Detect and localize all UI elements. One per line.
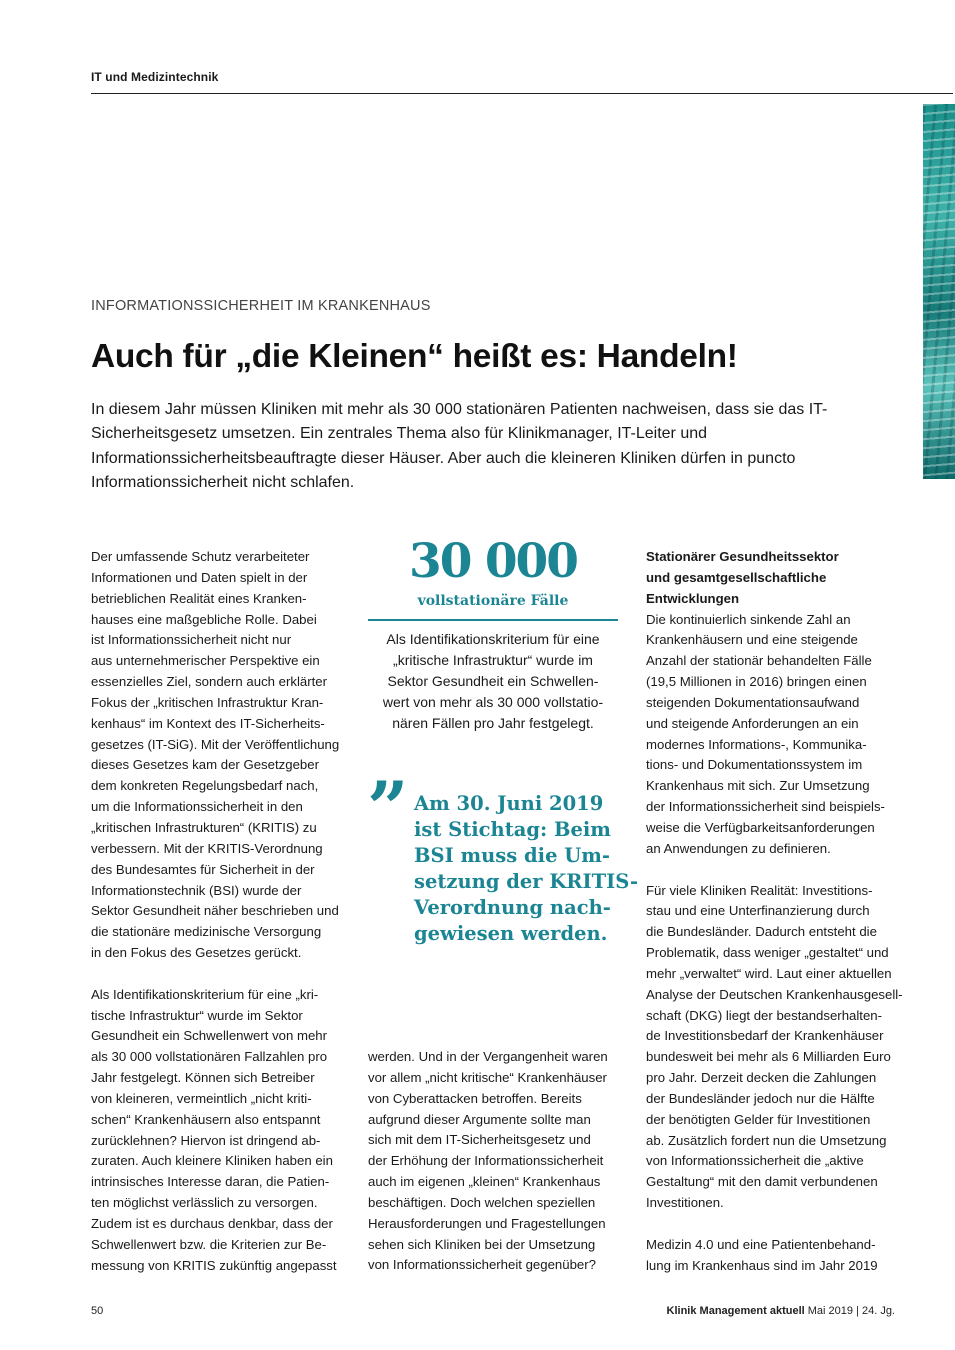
text-line: aufgrund dieser Argumente sollte man	[368, 1111, 591, 1127]
article-lead: In diesem Jahr müssen Kliniken mit mehr als 30 000 stationären Patienten nachweisen, dass sie das IT-Sicherheitsgesetz umsetzen. Ein zentrales Thema also für Klinikmanager, IT-Leiter und Informationssicherheitsbeauftragte dieser Häuser. Aber auch die kleineren Kliniken dürfen in puncto Informationssicherheit nicht schlafen.	[91, 401, 828, 491]
text-line: aus unternehmerischer Perspektive ein	[91, 653, 320, 669]
text-line: schen“ Krankenhäusern also entspannt	[91, 1111, 321, 1127]
text-line: Zudem ist es durchaus denkbar, dass der	[91, 1216, 333, 1231]
stat-divider	[368, 619, 618, 621]
quote-line: Verordnung nach-	[414, 896, 611, 919]
text-line: Gestaltung“ mit den damit verbundenen	[646, 1174, 878, 1190]
text-line: Schwellenwert bzw. die Kriterien zur Be-	[91, 1236, 327, 1252]
text-line: tische Infrastruktur“ wurde im Sektor	[91, 1007, 303, 1023]
text-line: stau und eine Unterfinanzierung durch	[646, 903, 870, 919]
subheading-line: und gesamtgesellschaftliche	[646, 569, 827, 585]
text-line: messung von KRITIS zukünftig angepasst	[91, 1257, 337, 1273]
stat-label: vollstationäre Fälle	[417, 593, 569, 609]
stat-desc-line: Als Identifikationskriterium für eine	[386, 631, 600, 647]
text-line: Informationstechnik (BSI) wurde der	[91, 882, 302, 898]
text-line: von kleineren, vermeintlich „nicht kriti-	[91, 1090, 312, 1106]
subheading-line: Entwicklungen	[646, 590, 740, 606]
quote-line: setzung der KRITIS-	[414, 870, 639, 893]
text-line: gesetzes (IT-SiG). Mit der Veröffentlichung	[91, 736, 340, 752]
text-line: von Informationssicherheit die „aktive	[646, 1153, 864, 1169]
text-line: an Anwendungen zu definieren.	[646, 840, 831, 856]
text-line: um die Informationssicherheit in den	[91, 799, 303, 815]
stat-desc-line: nären Fällen pro Jahr festgelegt.	[392, 715, 594, 731]
text-line: die stationäre medizinische Versorgung	[91, 924, 322, 940]
stat-desc-line: Sektor Gesundheit ein Schwellen-	[387, 673, 599, 689]
text-line: schaft (DKG) liegt der bestandserhalten-	[646, 1007, 883, 1023]
text-line: Die kontinuierlich sinkende Zahl an	[646, 611, 851, 627]
text-line: Investitionen.	[646, 1195, 724, 1211]
text-line: Sektor Gesundheit näher beschrieben und	[91, 903, 339, 919]
text-line: sehen sich Kliniken bei der Umsetzung	[368, 1236, 596, 1252]
text-line: der Informationssicherheit sind beispiels-	[646, 799, 885, 815]
text-line: de Investitionsbedarf der Krankenhäuser	[646, 1028, 884, 1044]
stat-desc-line: wert von mehr als 30 000 vollstatio-	[382, 694, 604, 710]
text-line: (19,5 Millionen in 2016) bringen einen	[646, 674, 867, 690]
stat-description	[368, 629, 618, 734]
text-line: werden. Und in der Vergangenheit waren	[368, 1049, 608, 1064]
column3-paragraph-1	[646, 610, 898, 860]
subheading-line: Stationärer Gesundheitssektor	[646, 549, 839, 564]
text-line: Herausforderungen und Fragestellungen	[368, 1215, 606, 1231]
column1-paragraph-2	[91, 985, 343, 1277]
section-header: IT und Medizintechnik	[91, 70, 219, 84]
text-line: der Bundesländer jedoch nur die Hälfte	[646, 1090, 875, 1106]
article-kicker: INFORMATIONSSICHERHEIT IM KRANKENHAUS	[91, 298, 431, 314]
text-line: Gesundheit ein Schwellenwert von mehr	[91, 1028, 328, 1044]
column3-subheading	[646, 547, 898, 610]
text-column-2	[368, 1047, 620, 1276]
text-line: mehr „verwaltet“ wird. Laut einer aktuellen	[646, 965, 892, 981]
text-line: Der umfassende Schutz verarbeiteter	[91, 549, 310, 564]
text-line: in den Fokus des Gesetzes gerückt.	[91, 945, 302, 961]
text-line: der Erhöhung der Informationssicherheit	[368, 1153, 604, 1169]
text-line: lung im Krankenhaus sind im Jahr 2019	[646, 1257, 878, 1273]
text-line: betrieblichen Realität eines Kranken-	[91, 590, 307, 606]
text-line: weise die Verfügbarkeitsanforderungen	[646, 819, 875, 835]
text-line: beschäftigen. Doch welchen speziellen	[368, 1194, 596, 1210]
text-line: der benötigten Gelder für Investitionen	[646, 1111, 871, 1127]
text-line: kenhaus“ im Kontext des IT-Sicherheits-	[91, 715, 325, 731]
text-line: Krankenhaus mit sich. Zur Umsetzung	[646, 778, 870, 794]
text-line: intrinsisches Interesse daran, die Patien-	[91, 1174, 330, 1190]
text-line: Medizin 4.0 und eine Patientenbehand-	[646, 1236, 876, 1252]
quote-line: ist Stichtag: Beim	[414, 818, 611, 841]
pull-quote	[414, 791, 639, 947]
text-line: ab. Zusätzlich fordert nun die Umsetzung	[646, 1132, 887, 1148]
text-line: Analyse der Deutschen Krankenhausgesell-	[646, 986, 903, 1002]
text-line: essenzielles Ziel, sondern auch erklärter	[91, 674, 328, 690]
text-line: Anzahl der stationär behandelten Fälle	[646, 653, 872, 669]
text-line: steigenden Dokumentationsaufwand	[646, 694, 860, 710]
column3-paragraph-2	[646, 881, 903, 1215]
page-number: 50	[91, 1305, 104, 1317]
text-line: und steigende Anforderungen an ein	[646, 715, 859, 731]
text-line: hauses eine maßgebliche Rolle. Dabei	[91, 611, 317, 627]
side-photo-strip	[923, 104, 955, 479]
text-line: dieses Gesetzes kam der Gesetzgeber	[91, 757, 319, 773]
magazine-name: Klinik Management aktuell	[666, 1305, 805, 1317]
quote-line: BSI muss die Um-	[414, 844, 610, 867]
text-line: „kritischen Infrastrukturen“ (KRITIS) zu	[91, 819, 317, 835]
text-line: modernes Informations-, Kommunika-	[646, 736, 867, 752]
text-line: die Bundesländer. Dadurch entsteht die	[646, 924, 877, 940]
text-column-1	[91, 547, 343, 1277]
text-line: von Cyberattacken betroffen. Bereits	[368, 1090, 582, 1106]
text-line: zurücklehnen? Hiervon ist dringend ab-	[91, 1132, 321, 1148]
text-line: auch im eigenen „kleinen“ Krankenhaus	[368, 1174, 601, 1190]
text-line: Problematik, dass weniger „gestaltet“ und	[646, 945, 889, 961]
text-line: Fokus der „kritischen Infrastruktur Kran-	[91, 694, 324, 710]
quote-line: Am 30. Juni 2019	[414, 792, 604, 815]
text-line: vor allem „nicht kritische“ Krankenhäuser	[368, 1069, 607, 1085]
footer-info	[667, 1305, 895, 1317]
text-line: Informationen und Daten spielt in der	[91, 569, 308, 585]
text-line: dem konkreten Regelungsbedarf nach,	[91, 778, 319, 794]
text-line: Für viele Kliniken Realität: Investitions-	[646, 882, 873, 898]
header-rule	[91, 93, 953, 94]
text-line: ist Informationssicherheit nicht nur	[91, 632, 292, 648]
text-line: verbessern. Mit der KRITIS-Verordnung	[91, 840, 323, 856]
text-column-3	[646, 547, 903, 1277]
text-line: als 30 000 vollstationären Fallzahlen pro	[91, 1049, 328, 1065]
text-line: tions- und Dokumentationssystem im	[646, 757, 863, 773]
text-line: Als Identifikationskriterium für eine „kri-	[91, 986, 319, 1002]
issue-info: Mai 2019 | 24. Jg.	[807, 1305, 895, 1317]
text-line: sich mit dem IT-Sicherheitsgesetz und	[368, 1132, 591, 1148]
quote-line: gewiesen werden.	[414, 922, 608, 945]
column3-paragraph-3	[646, 1235, 898, 1277]
text-line: Krankenhäusern und eine steigende	[646, 632, 858, 648]
text-line: des Bundesamtes für Sicherheit in der	[91, 861, 315, 877]
stat-desc-line: „kritische Infrastruktur“ wurde im	[393, 652, 593, 668]
text-line: Jahr festgelegt. Können sich Betreiber	[91, 1070, 315, 1086]
text-line: ten möglichst verlässlich zu versorgen.	[91, 1195, 318, 1211]
text-line: bundesweit bei mehr als 6 Milliarden Euro	[646, 1049, 891, 1065]
article-title: Auch für „die Kleinen“ heißt es: Handeln!	[91, 338, 738, 375]
text-line: pro Jahr. Derzeit decken die Zahlungen	[646, 1070, 877, 1086]
stat-number: 30 000	[409, 534, 577, 589]
column1-paragraph-1	[91, 547, 343, 964]
text-line: zuraten. Auch kleinere Kliniken haben ein	[91, 1153, 333, 1169]
quote-mark-icon: ”	[367, 765, 409, 850]
text-line: von Informationssicherheit gegenüber?	[368, 1257, 596, 1273]
